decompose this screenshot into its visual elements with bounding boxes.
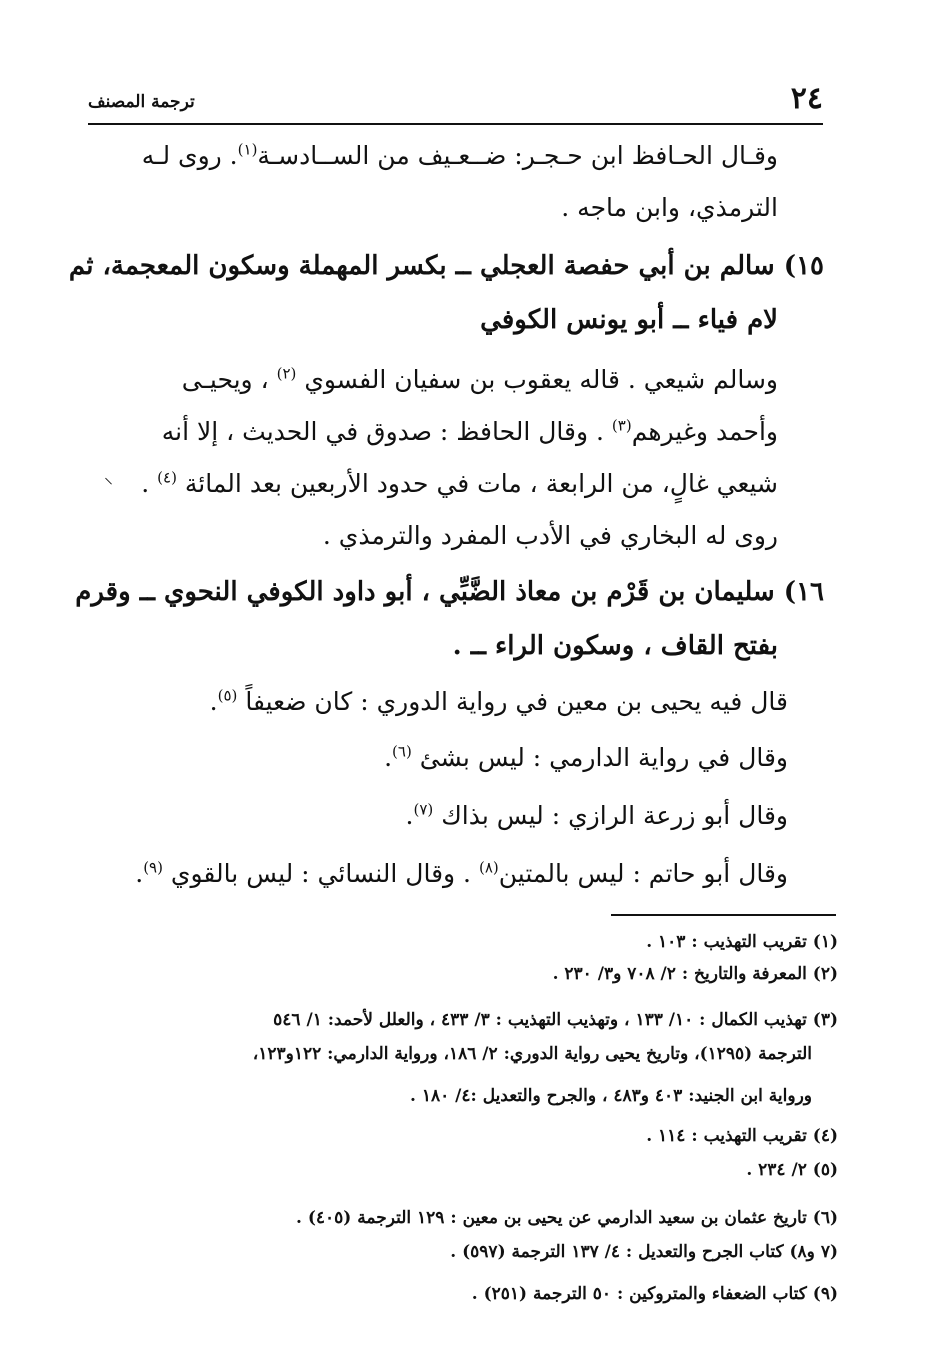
footnote-ref: (٣) bbox=[611, 416, 632, 435]
running-title: ترجمة المصنف bbox=[88, 92, 195, 112]
footnote-ref: (٨) bbox=[478, 858, 499, 877]
text-span: وأحمد وغيرهم bbox=[631, 417, 778, 446]
entry-heading: ١٥) سالم بن أبي حفصة العجلي ــ بكسر المهملة وسكون المعجمة، ثم bbox=[68, 251, 824, 281]
text-span: وقـال الحـافظ ابن حـجـر: ضــعـيف من الســادسـة bbox=[257, 141, 778, 170]
footnote-ref: (١) bbox=[237, 140, 258, 159]
text-span: . bbox=[141, 469, 150, 498]
text-span: . وقال النسائي : ليس بالقوي bbox=[170, 859, 472, 888]
body-line: روى له البخاري في الأدب المفرد والترمذي . bbox=[322, 521, 778, 550]
text-span: وقال في رواية الدارمي : ليس بشئ bbox=[419, 743, 788, 772]
text-span: وقال أبو حاتم : ليس بالمتين bbox=[498, 859, 788, 888]
footnote-ref: (٦) bbox=[392, 742, 412, 761]
text-span: شيعي غالٍ، من الرابعة ، مات في حدود الأربعين بعد المائة bbox=[184, 469, 778, 498]
text-span: . وقال الحافظ : صدوق في الحديث ، إلا أنه bbox=[161, 417, 604, 446]
text-span: قال فيه يحيى بن معين في رواية الدوري : كان ضعيفاً bbox=[245, 687, 788, 716]
footnote: (٧ و٨) كتاب الجرح والتعديل : ٤/ ١٣٧ الترجمة (٥٩٧) . bbox=[450, 1242, 838, 1262]
text-span: وسالم شيعي . قاله يعقوب بن سفيان الفسوي bbox=[304, 365, 778, 394]
footnote-ref: (٩) bbox=[143, 858, 163, 877]
footnote-ref: (٧) bbox=[413, 800, 434, 819]
body-line bbox=[210, 682, 788, 722]
text-span: . روى لـه bbox=[141, 141, 238, 170]
footnote: (٢) المعرفة والتاريخ : ٢/ ٧٠٨ و٣/ ٢٣٠ . bbox=[552, 964, 838, 984]
body-line bbox=[141, 464, 778, 504]
page-number: ٢٤ bbox=[790, 81, 823, 116]
entry-heading: ١٦) سليمان بن قَرْم بن معاذ الضَّبِّي ، أبو داود الكوفي النحوي ــ وقرم bbox=[75, 577, 824, 607]
footnote: (٥) ٢/ ٢٣٤ . bbox=[746, 1160, 838, 1180]
text-span: ، ويحيـى bbox=[181, 365, 269, 394]
footnote-ref: (٤) bbox=[157, 468, 177, 487]
footnote: (٣) تهذيب الكمال : ١٠/ ١٣٣ ، وتهذيب التهذيب : ٣/ ٤٣٣ ، والعلل لأحمد: ١/ ٥٤٦ bbox=[273, 1010, 838, 1030]
footnote: الترجمة (١٢٩٥)، وتاريخ يحيى رواية الدوري: ٢/ ١٨٦، ورواية الدارمي: ١٢٢و١٢٣، bbox=[252, 1044, 812, 1064]
text-span: . bbox=[405, 801, 414, 830]
footnote: (٤) تقريب التهذيب : ١١٤ . bbox=[646, 1126, 838, 1146]
body-line bbox=[182, 360, 778, 400]
footnote-rule bbox=[611, 914, 836, 916]
entry-heading: بفتح القاف ، وسكون الراء ــ . bbox=[452, 631, 778, 661]
footnote-ref: (٥) bbox=[217, 686, 238, 705]
text-span: . bbox=[384, 743, 393, 772]
body-line bbox=[162, 412, 778, 452]
footnote: (١) تقريب التهذيب : ١٠٣ . bbox=[646, 932, 838, 952]
footnote: (٩) كتاب الضعفاء والمتروكين : ٥٠ الترجمة (٢٥١) . bbox=[471, 1284, 838, 1304]
body-line bbox=[384, 738, 788, 778]
body-line bbox=[135, 854, 788, 894]
text-span: . bbox=[209, 687, 218, 716]
header-rule bbox=[88, 123, 823, 125]
footnote: (٦) تاريخ عثمان بن سعيد الدارمي عن يحيى بن معين : ١٢٩ الترجمة (٤٠٥) . bbox=[296, 1208, 838, 1228]
margin-mark-icon: ⸝ bbox=[104, 467, 113, 488]
text-span: وقال أبو زرعة الرازي : ليس بذاك bbox=[441, 801, 788, 830]
body-line bbox=[406, 796, 789, 836]
page-header bbox=[88, 80, 823, 120]
footnote-ref: (٢) bbox=[276, 364, 297, 383]
text-span: . bbox=[135, 859, 144, 888]
body-line bbox=[142, 136, 778, 176]
footnote: ورواية ابن الجنيد: ٤٠٣ و٤٨٣ ، والجرح والتعديل :٤/ ١٨٠ . bbox=[409, 1086, 812, 1106]
body-line: الترمذي، وابن ماجه . bbox=[561, 193, 778, 222]
entry-heading: لام فياء ــ أبو يونس الكوفي bbox=[480, 305, 778, 335]
